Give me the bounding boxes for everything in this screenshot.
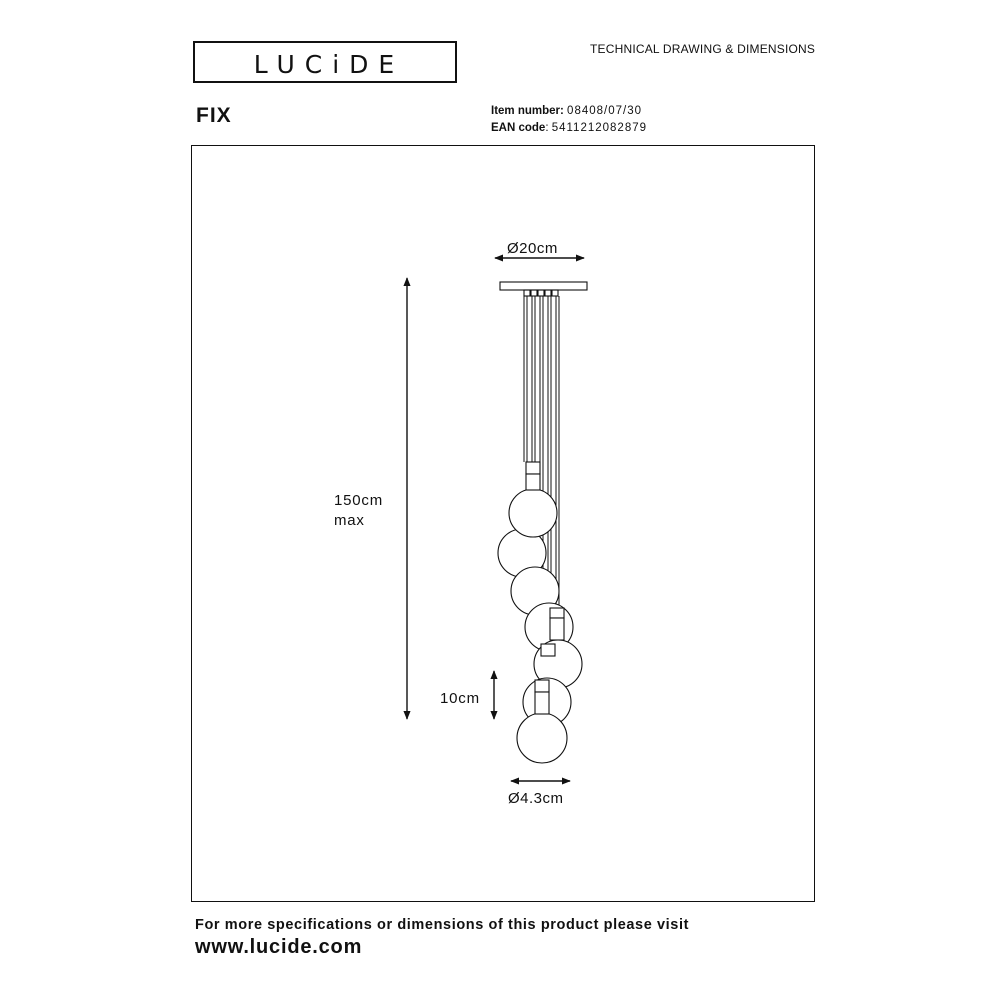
height-dimension — [334, 278, 407, 719]
bulb-socket — [526, 474, 540, 490]
bulb-socket — [535, 692, 549, 714]
bulb-globe — [509, 489, 557, 537]
canopy-diameter-dimension — [495, 240, 584, 258]
bulb-diameter-dimension — [508, 781, 570, 807]
bulb-socket — [535, 680, 549, 692]
document-type: TECHNICAL DRAWING & DIMENSIONS — [590, 42, 816, 56]
bulb-socket — [550, 608, 564, 618]
product-name: FIX — [196, 104, 232, 127]
ean-value: 5411212082879 — [551, 122, 648, 134]
item-number-row: Item number: 08408/07/30 — [491, 105, 642, 117]
bulb-socket — [541, 644, 555, 656]
item-number-label: Item number — [491, 105, 561, 117]
height-qualifier-label: max — [334, 512, 365, 529]
bulb-height-label: 10cm — [440, 690, 480, 707]
canopy-diameter-label: Ø20cm — [507, 240, 558, 257]
bulb-socket — [550, 618, 564, 640]
bulb-diameter-label: Ø4.3cm — [508, 790, 564, 807]
item-number-value: 08408/07/30 — [567, 105, 642, 117]
pendant-bulbs — [498, 462, 582, 763]
ean-row: EAN code: 5411212082879 — [491, 122, 648, 134]
bulb-globe — [517, 713, 567, 763]
height-label: 150cm — [334, 492, 384, 509]
bulb-socket — [526, 462, 540, 474]
website-link[interactable]: www.lucide.com — [195, 936, 363, 958]
bulb-height-dimension — [440, 671, 494, 719]
ceiling-canopy — [500, 282, 587, 296]
ean-label: EAN code — [491, 122, 546, 134]
brand-logo-text: LUCiDE — [253, 49, 405, 79]
footer-note: For more specifications or dimensions of this product please visit — [195, 917, 690, 933]
